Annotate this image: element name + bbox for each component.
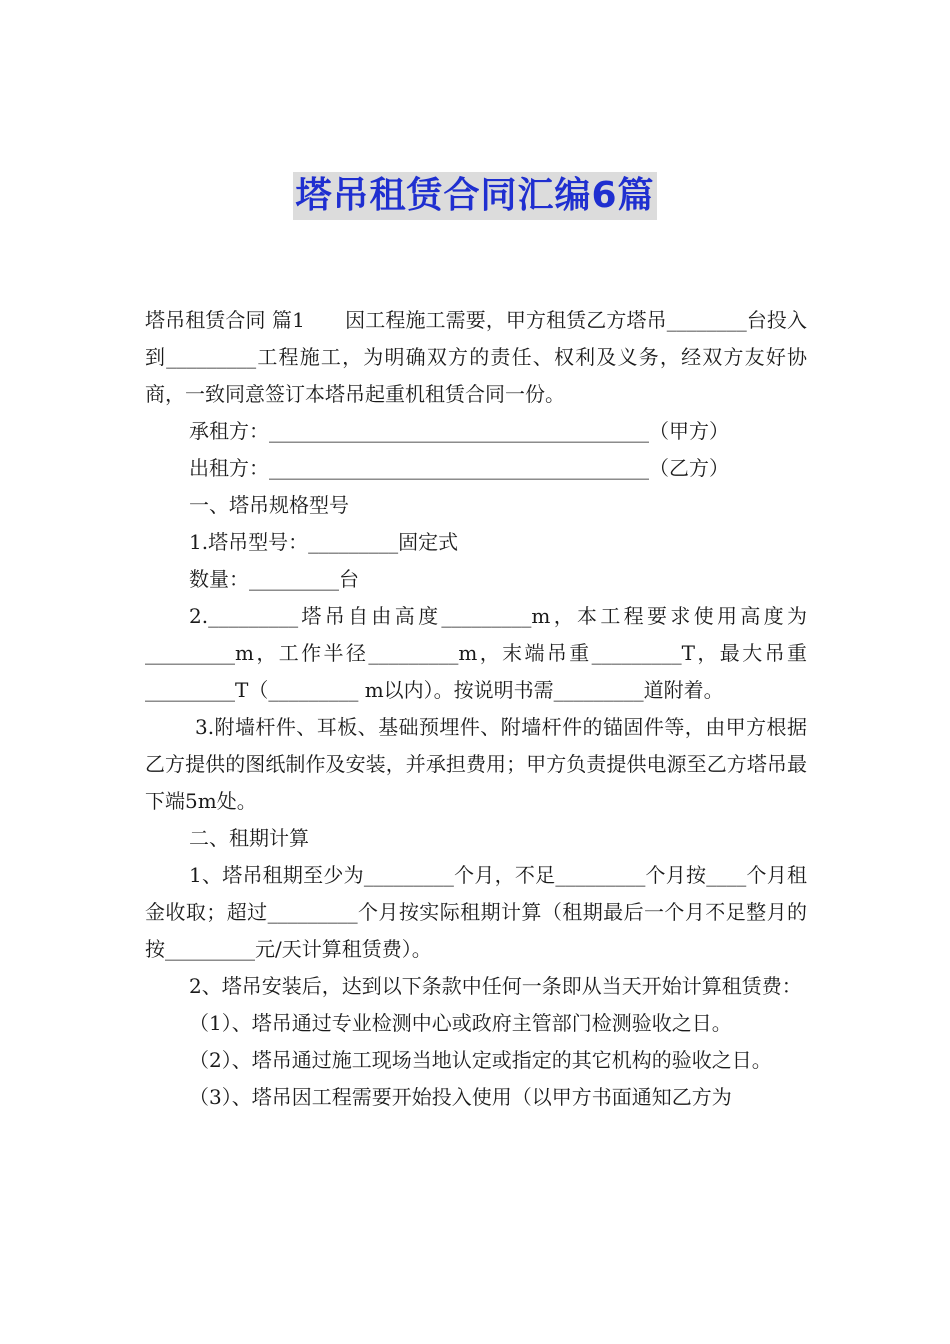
height-spec-paragraph: 2._________塔吊自由高度_________m，本工程要求使用高度为_________m，工作半径_________m，末端吊重_________T，最大吊重_________T（_________ m以内）。按说明书需_________道附着。	[145, 604, 807, 702]
crane-model-line: 1.塔吊型号：_________固定式	[189, 530, 459, 554]
lessor-line: 出租方：______________________________________（乙方）	[189, 456, 729, 480]
intro-paragraph: 塔吊租赁合同 篇1 因工程施工需要，甲方租赁乙方塔吊________台投入到_________工程施工，为明确双方的责任、权利及义务，经双方友好协商，一致同意签订本塔吊起重机租赁合同一份。	[145, 308, 807, 406]
rent-start-paragraph: 2、塔吊安装后，达到以下条款中任何一条即从当天开始计算租赁费：	[189, 974, 802, 998]
attachment-paragraph: 3.附墙杆件、耳板、基础预埋件、附墙杆件的锚固件等，由甲方根据乙方提供的图纸制作及安装，并承担费用；甲方负责提供电源至乙方塔吊最下端5m处。	[145, 715, 807, 813]
title-container	[0, 172, 950, 220]
document-body	[145, 302, 807, 1116]
condition-item-1: （1）、塔吊通过专业检测中心或政府主管部门检测验收之日。	[189, 1011, 732, 1035]
section-heading-specs: 一、塔吊规格型号	[189, 493, 349, 517]
lease-term-paragraph: 1、塔吊租期至少为_________个月，不足_________个月按____个月租金收取；超过_________个月按实际租期计算（租期最后一个月不足整月的按_________元/天计算租赁费）。	[145, 863, 807, 961]
condition-item-2: （2）、塔吊通过施工现场当地认定或指定的其它机构的验收之日。	[189, 1048, 772, 1072]
section-heading-lease-term: 二、租期计算	[189, 826, 309, 850]
condition-item-3: （3）、塔吊因工程需要开始投入使用（以甲方书面通知乙方为	[189, 1085, 732, 1109]
document-title: 塔吊租赁合同汇编6篇	[293, 172, 656, 220]
lessee-line: 承租方：______________________________________（甲方）	[189, 419, 729, 443]
quantity-line: 数量：_________台	[189, 567, 359, 591]
